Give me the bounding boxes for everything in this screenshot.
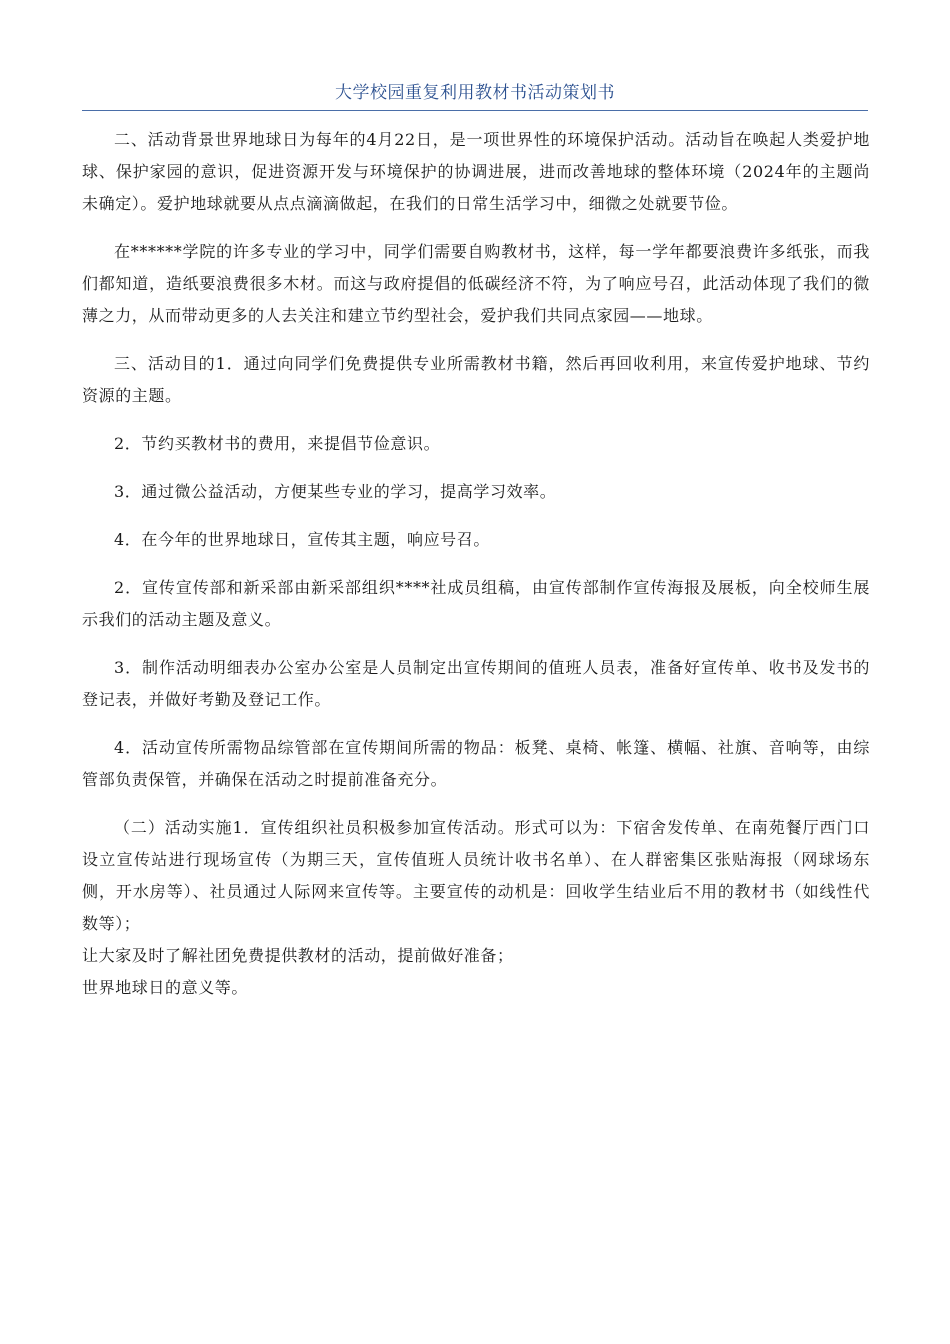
paragraph-supplies: 4．活动宣传所需物品综管部在宣传期间所需的物品：板凳、桌椅、帐篷、横幅、社旗、音响等，由综管部负责保管，并确保在活动之时提前准备充分。 xyxy=(82,738,870,789)
paragraph-college-context: 在******学院的许多专业的学习中，同学们需要自购教材书，这样，每一学年都要浪费许多纸张，而我们都知道，造纸要浪费很多木材。而这与政府提倡的低碳经济不符，为了响应号召，此活动体现了我们的微薄之力，从而带动更多的人去关注和建立节约型社会，爱护我们共同点家园——地球。 xyxy=(82,242,870,325)
line-inform: 让大家及时了解社团免费提供教材的活动，提前做好准备； xyxy=(82,946,514,965)
paragraph-schedule-table: 3．制作活动明细表办公室办公室是人员制定出宣传期间的值班人员表，准备好宣传单、收书及发书的登记表，并做好考勤及登记工作。 xyxy=(82,658,870,709)
document-body xyxy=(82,124,870,1004)
paragraph-purpose-1: 三、活动目的1．通过向同学们免费提供专业所需教材书籍，然后再回收利用，来宣传爱护地球、节约资源的主题。 xyxy=(82,354,870,405)
paragraph-publicity-dept: 2．宣传宣传部和新采部由新采部组织****社成员组稿，由宣传部制作宣传海报及展板，向全校师生展示我们的活动主题及意义。 xyxy=(82,578,870,629)
paragraph-implementation: （二）活动实施1．宣传组织社员积极参加宣传活动。形式可以为：下宿舍发传单、在南苑餐厅西门口设立宣传站进行现场宣传（为期三天，宣传值班人员统计收书名单）、在人群密集区张贴海报（网球场东侧，开水房等）、社员通过人际网来宣传等。主要宣传的动机是：回收学生结业后不用的教材书（如线性代数等）； xyxy=(82,818,870,933)
document-title: 大学校园重复利用教材书活动策划书 xyxy=(335,83,615,103)
paragraph-background: 二、活动背景世界地球日为每年的4月22日，是一项世界性的环境保护活动。活动旨在唤起人类爱护地球、保护家园的意识，促进资源开发与环境保护的协调进展，进而改善地球的整体环境（2024年的主题尚未确定）。爱护地球就要从点点滴滴做起，在我们的日常生活学习中，细微之处就要节俭。 xyxy=(82,130,870,213)
page-header xyxy=(82,80,868,111)
line-earth-day-meaning: 世界地球日的意义等。 xyxy=(82,978,249,997)
paragraph-purpose-4: 4．在今年的世界地球日，宣传其主题，响应号召。 xyxy=(114,530,490,549)
paragraph-purpose-3: 3．通过微公益活动，方便某些专业的学习，提高学习效率。 xyxy=(114,482,557,501)
paragraph-purpose-2: 2．节约买教材书的费用，来提倡节俭意识。 xyxy=(114,434,441,453)
